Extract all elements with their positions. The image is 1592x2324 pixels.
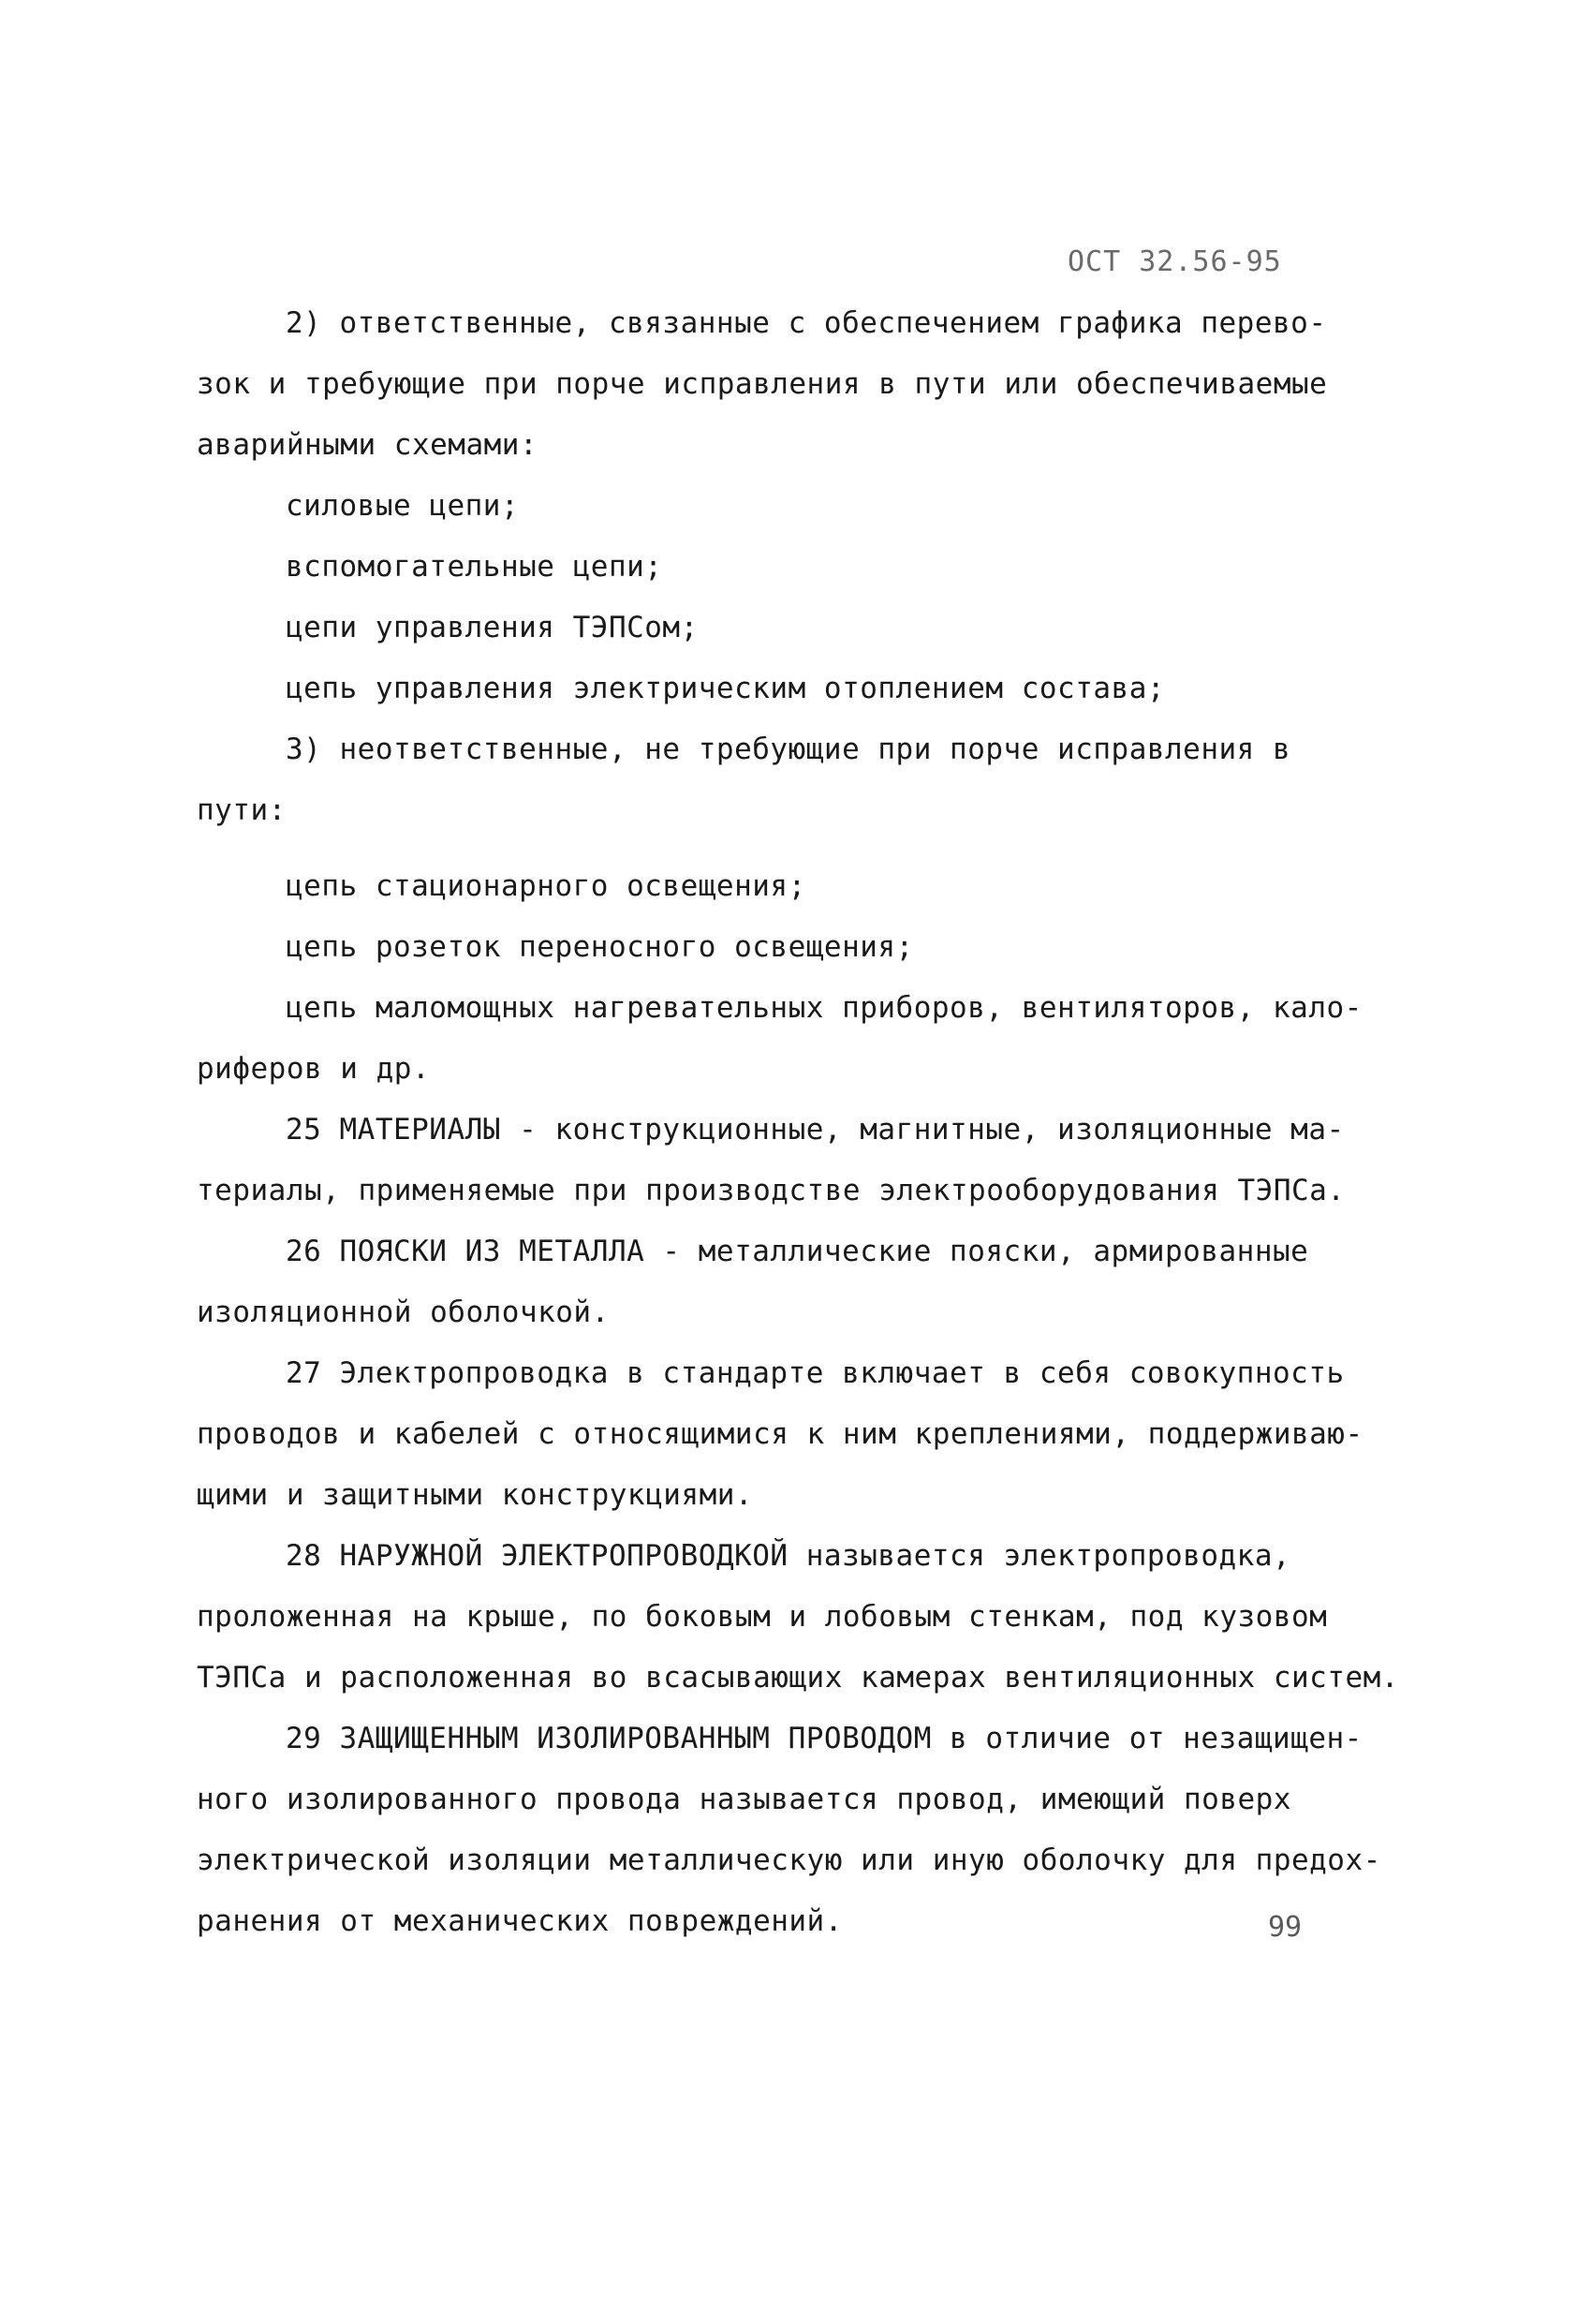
text-line-8: 3) неответственные, не требующие при порче исправления в bbox=[286, 733, 1291, 766]
text-line-22: проложенная на крыше, по боковым и лобовым стенкам, под кузовом bbox=[197, 1600, 1328, 1634]
list-item-control-circuits: цепи управления ТЭПСом; bbox=[286, 611, 699, 644]
text-line-20: щими и защитными конструкциями. bbox=[197, 1478, 754, 1512]
list-item-heating-devices: цепь маломощных нагревательных приборов, вентиляторов, кало- bbox=[286, 991, 1363, 1025]
text-line-25: ного изолированного провода называется провод, имеющий поверх bbox=[197, 1783, 1291, 1816]
text-line-1: 2) ответственные, связанные с обеспечением графика перево- bbox=[286, 306, 1327, 340]
text-line-13: риферов и др. bbox=[197, 1052, 431, 1086]
text-line-15: териалы, применяемые при производстве электрооборудования ТЭПСа. bbox=[197, 1174, 1346, 1207]
section-26-metal-bands: 26 ПОЯСКИ ИЗ МЕТАЛЛА - металлические пояски, армированные bbox=[286, 1235, 1309, 1268]
section-25-materials: 25 МАТЕРИАЛЫ - конструкционные, магнитные, изоляционные ма- bbox=[286, 1113, 1345, 1147]
document-code: ОСТ 32.56-95 bbox=[1068, 245, 1282, 278]
list-item-auxiliary-circuits: вспомогательные цепи; bbox=[286, 550, 663, 584]
text-line-26: электрической изоляции металлическую или иную оболочку для предох- bbox=[197, 1843, 1381, 1877]
section-29-protected-wire: 29 ЗАЩИЩЕННЫМ ИЗОЛИРОВАННЫМ ПРОВОДОМ в отличие от незащищен- bbox=[286, 1722, 1363, 1755]
text-line-19: проводов и кабелей с относящимися к ним креплениями, поддерживаю- bbox=[197, 1417, 1364, 1451]
section-27-wiring: 27 Электропроводка в стандарте включает в себя совокупность bbox=[286, 1356, 1345, 1390]
list-item-power-circuits: силовые цепи; bbox=[286, 489, 520, 523]
text-line-23: ТЭПСа и расположенная во всасывающих камерах вентиляционных систем. bbox=[197, 1661, 1399, 1695]
page-number: 99 bbox=[1268, 1911, 1303, 1944]
text-line-2: зок и требующие при порче исправления в пути или обеспечиваемые bbox=[197, 367, 1328, 401]
text-line-27: ранения от механических повреждений. bbox=[197, 1904, 843, 1938]
text-line-3: аварийными схемами: bbox=[197, 428, 538, 462]
text-line-9: пути: bbox=[197, 793, 287, 827]
text-line-17: изоляционной оболочкой. bbox=[197, 1295, 610, 1329]
list-item-heating-control: цепь управления электрическим отоплением состава; bbox=[286, 672, 1166, 705]
section-28-external-wiring: 28 НАРУЖНОЙ ЭЛЕКТРОПРОВОДКОЙ называется электропроводка, bbox=[286, 1539, 1291, 1573]
list-item-portable-lighting: цепь розеток переносного освещения; bbox=[286, 930, 914, 964]
list-item-stationary-lighting: цепь стационарного освещения; bbox=[286, 869, 806, 903]
